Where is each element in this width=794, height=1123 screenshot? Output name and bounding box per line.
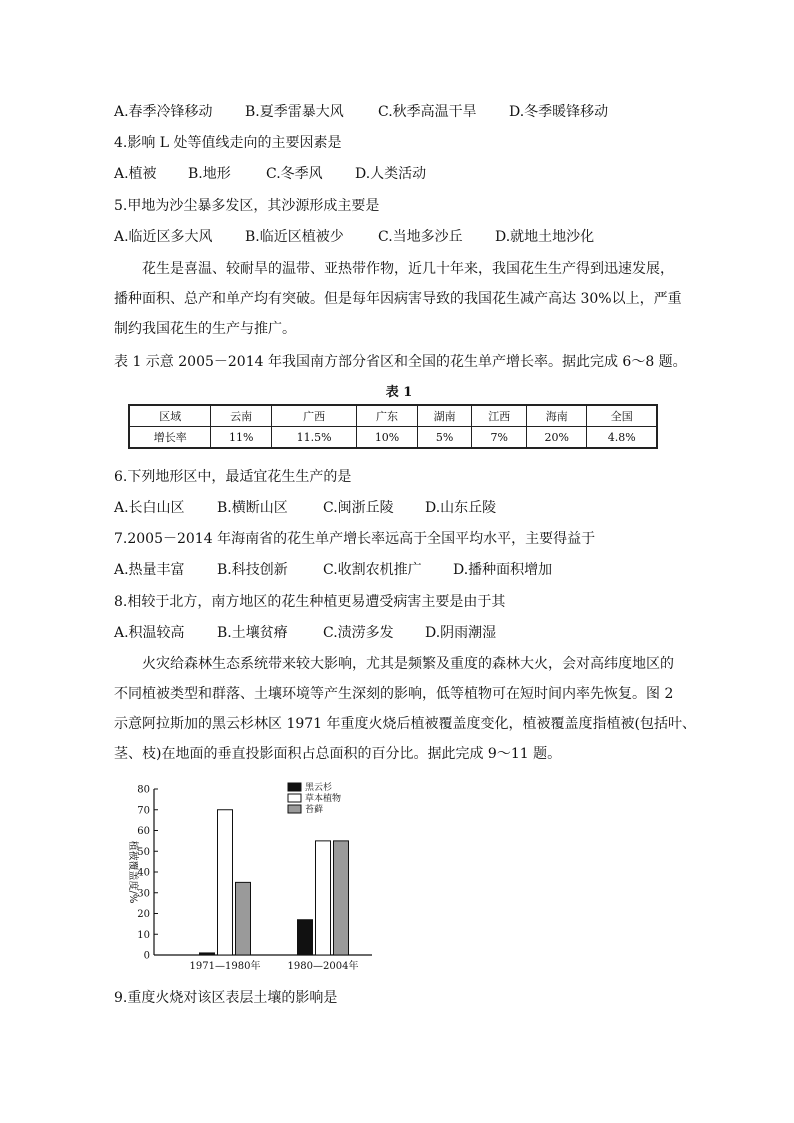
- legend-label: 苔藓: [305, 805, 324, 815]
- bar-苔藓: [236, 882, 251, 955]
- y-tick-label: 50: [137, 846, 150, 858]
- y-tick-label: 60: [137, 826, 150, 837]
- q6-option-d: D.山东丘陵: [425, 500, 497, 516]
- q6-option-c: C.闽浙丘陵: [323, 500, 394, 516]
- bar-草本植物: [218, 810, 233, 955]
- passage-fire-line-1: 火灾给森林生态系统带来较大影响，尤其是频繁及重度的森林大火，会对高纬度地区的: [142, 656, 674, 672]
- q3-option-b: B.夏季雷暴大风: [245, 104, 344, 120]
- table-header-cell: 全国: [587, 405, 657, 427]
- table-row: [129, 427, 657, 449]
- table-cell: 11%: [211, 427, 271, 449]
- table-cell: 20%: [527, 427, 587, 449]
- table-cell: 7%: [472, 427, 527, 449]
- q6-question: 6.下列地形区中，最适宜花生生产的是: [114, 469, 352, 485]
- table-header-cell: 湖南: [417, 405, 472, 427]
- vegetation-cover-chart: [114, 778, 394, 974]
- table-title: 表 1: [385, 385, 413, 400]
- y-tick-label: 70: [137, 805, 150, 817]
- q8-question: 8.相较于北方，南方地区的花生种植更易遭受病害主要是由于其: [114, 594, 506, 610]
- table-header-cell: 广西: [271, 405, 356, 427]
- q6-option-b: B.横断山区: [217, 500, 288, 516]
- q7-option-d: D.播种面积增加: [453, 562, 553, 578]
- growth-rate-table: [128, 404, 658, 449]
- q5-option-d: D.就地土地沙化: [495, 229, 595, 245]
- passage-peanut-line-2: 播种面积、总产和单产均有突破。但是每年因病害导致的我国花生减产高达 30%以上，严重: [114, 291, 682, 307]
- y-tick-label: 20: [137, 909, 150, 920]
- table-cell: 10%: [357, 427, 417, 449]
- q4-option-a: A.植被: [114, 166, 157, 182]
- q4-option-b: B.地形: [188, 166, 231, 182]
- q5-option-c: C.当地多沙丘: [378, 229, 463, 245]
- q9-question: 9.重度火烧对该区表层土壤的影响是: [114, 990, 338, 1006]
- q8-option-a: A.积温较高: [114, 625, 185, 641]
- bar-草本植物: [316, 841, 331, 955]
- q6-option-a: A.长白山区: [114, 500, 185, 516]
- q8-option-d: D.阴雨潮湿: [425, 625, 497, 641]
- passage-fire-line-4: 茎、枝)在地面的垂直投影面积占总面积的百分比。据此完成 9～11 题。: [114, 746, 562, 762]
- legend-label: 草本植物: [305, 794, 342, 804]
- passage-peanut-line-1: 花生是喜温、较耐旱的温带、亚热带作物，近几十年来，我国花生生产得到迅速发展，: [142, 261, 674, 277]
- bar-苔藓: [334, 841, 349, 955]
- q7-question: 7.2005－2014 年海南省的花生单产增长率远高于全国平均水平，主要得益于: [114, 531, 596, 547]
- table-intro: 表 1 示意 2005－2014 年我国南方部分省区和全国的花生单产增长率。据此完成 6～8 题。: [114, 354, 687, 370]
- q7-option-a: A.热量丰富: [114, 562, 185, 578]
- x-tick-label: 1971—1980年: [189, 961, 261, 972]
- q5-question: 5.甲地为沙尘暴多发区，其沙源形成主要是: [114, 198, 380, 214]
- legend-swatch: [288, 794, 301, 802]
- x-tick-label: 1980—2004年: [287, 961, 359, 972]
- table-cell: 11.5%: [271, 427, 356, 449]
- bar-黑云杉: [298, 920, 313, 955]
- q8-option-c: C.渍涝多发: [323, 625, 394, 641]
- legend-swatch: [288, 783, 301, 791]
- q5-option-a: A.临近区多大风: [114, 229, 213, 245]
- q7-option-c: C.收割农机推广: [323, 562, 422, 578]
- y-tick-label: 30: [137, 888, 150, 900]
- legend-label: 黑云杉: [305, 783, 333, 793]
- y-tick-label: 0: [143, 950, 150, 962]
- bar-黑云杉: [200, 953, 215, 955]
- y-tick-label: 80: [137, 784, 150, 796]
- passage-peanut: [114, 259, 684, 349]
- q8-option-b: B.土壤贫瘠: [217, 625, 288, 641]
- y-tick-label: 40: [137, 867, 150, 879]
- y-tick-label: 10: [137, 929, 150, 941]
- table-cell: 5%: [417, 427, 472, 449]
- y-axis-label: 植被覆盖度/%: [127, 840, 138, 904]
- passage-peanut-line-3: 制约我国花生的生产与推广。: [114, 321, 296, 337]
- q7-option-b: B.科技创新: [217, 562, 288, 578]
- q4-option-c: C.冬季风: [266, 166, 323, 182]
- q4-option-d: D.人类活动: [355, 166, 427, 182]
- table-header-row: [129, 405, 657, 427]
- passage-fire-line-2: 不同植被类型和群落、土壤环境等产生深刻的影响，低等植物可在短时间内率先恢复。图 2: [114, 686, 674, 702]
- q3-option-d: D.冬季暖锋移动: [509, 104, 609, 120]
- passage-fire-line-3: 示意阿拉斯加的黑云杉林区 1971 年重度火烧后植被覆盖度变化，植被覆盖度指植被(包括叶、: [114, 716, 696, 732]
- q3-option-c: C.秋季高温干旱: [378, 104, 477, 120]
- q3-option-a: A.春季冷锋移动: [114, 104, 213, 120]
- q4-question: 4.影响 L 处等值线走向的主要因素是: [114, 135, 342, 151]
- table-header-cell: 广东: [357, 405, 417, 427]
- table-header-cell: 海南: [527, 405, 587, 427]
- table-header-cell: 云南: [211, 405, 271, 427]
- q5-option-b: B.临近区植被少: [245, 229, 344, 245]
- table-header-cell: 区域: [129, 405, 211, 427]
- table-cell: 增长率: [129, 427, 211, 449]
- legend-swatch: [288, 805, 301, 813]
- table-header-cell: 江西: [472, 405, 527, 427]
- passage-fire: [114, 654, 696, 774]
- table-cell: 4.8%: [587, 427, 657, 449]
